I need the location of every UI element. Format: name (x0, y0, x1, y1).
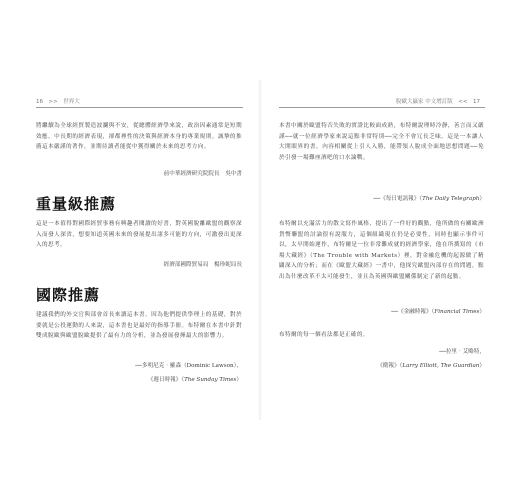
heading-heavyweight-recommendation: 重量級推薦 (36, 195, 117, 213)
left-paragraph-2: 這是一本值得對國際經貿事務有興趣者閱讀的好書，對英國脫離歐盟的觀察深入而發人深省，想要知道英國未來的發展提出諸多可能的方向，可激發出更深入的思考。 (36, 221, 242, 248)
heading-international-recommendation: 國際推薦 (36, 286, 101, 304)
right-page (260, 0, 520, 500)
left-signature-2: 經濟部國際貿易局 楊珍妮局長 (163, 262, 242, 268)
right-signature-2: ──《金融時報》（Financial Times） (391, 309, 485, 315)
left-signature-1: 前中華經濟研究院院長 吳中書 (163, 171, 242, 177)
left-signature-3b: 《週日時報》（The Sunday Times） (147, 377, 242, 383)
right-signature-3a: ──拉里‧艾略特， (439, 349, 485, 355)
right-paragraph-1: 本書中關於歐盟特否失敗的實證比較面成熟，布特爾說理時冷靜，善言而又嚴謹──就一位經濟學家來說這點非常特別──完全不會冗長乏味。這是一本讓人大開眼界的書，內容相關從上引人入勝，能帶領人脫成全面地思想問題──免於引發一場難座酒吧的口水論戰。 (279, 123, 484, 161)
source-name-financial-times: Financial Times (434, 309, 480, 315)
left-paragraph-1: 將繼續為全球經貿製造波瀾與不安，從總體經濟學來說，政治因素通常是短期效應，中長期的經濟表現，卻都裡性的決策與經濟本身的專業規則。誠摯的推薦這本嚴謹的著作，並期待讀者能從中獲得關於未來的思考方向。 (36, 123, 242, 150)
left-paragraph-3: 建議我們的外交官與部會首長來讀這本書，因為他們提供學理上的基礎，對於要就是公投運動的人來說，這本書也是最好的指導手冊。布特爾在本書中針對雙成脫歐與歐盟脫歐提供了最有力的分析，並為發展發揮最大的影響力。 (36, 312, 242, 339)
source-name-the-guardian: Larry Elliott, The Guardian (402, 363, 480, 369)
source-name-sunday-times: The Sunday Times (184, 377, 237, 383)
left-header-rule (36, 107, 243, 108)
left-running-header: 16 >> 世界大 (36, 99, 80, 105)
right-running-header: 脫歐大贏家 中文增訂版 << 17 (396, 99, 480, 105)
right-signature-1: ──《每日電訊報》（The Daily Telegraph） (373, 196, 485, 202)
source-name-daily-telegraph: The Daily Telegraph (422, 196, 480, 202)
left-signature-3a: ──多明尼克‧羅森（Dominic Lawson）， (135, 363, 242, 369)
right-paragraph-3: 布特爾的每一個看法都是正確的。 (279, 332, 369, 338)
right-header-rule (279, 107, 485, 108)
right-paragraph-2: 布特爾以充滿活力的散文寫作風格，提出了一件好的觀點，他所做的有關歐洲貨幣聯盟的討論很有說服力，這個組織現在仍是必要性，同時也顯示事件可以，太早開始運作，布特爾是一位非常難成就的經濟學家，他在所撰寫的《市場大藏經》（The Trouble with Markets）裡，對金融危機的起源做了精闢深入的分析；而在《歐盟大藏經》一書中，他探究歐盟內部存在的問題，點出為什麼改革不太可能發生，並且為英國與歐盟關係制定了新的起點。 (279, 221, 484, 280)
right-signature-3b: 《衛報》（Larry Elliott, The Guardian） (377, 363, 485, 369)
